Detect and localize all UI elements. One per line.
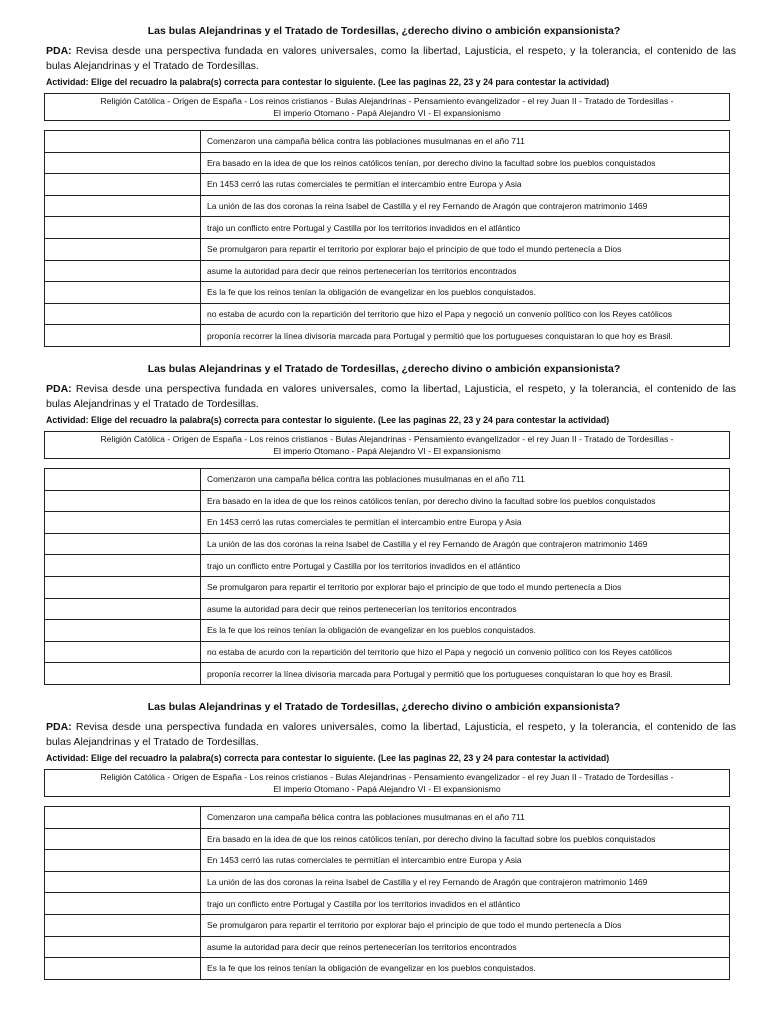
table-row: [45, 663, 730, 685]
clue-text: Se promulgaron para repartir el territorio por explorar bajo el principio de que todo el mundo pertenecía a Dios: [201, 238, 730, 260]
clue-text: proponía recorrer la línea divisoria marcada para Portugal y permitió que los portugueses conquistaran lo que hoy es Brasil.: [201, 325, 730, 347]
clue-text: Comenzaron una campaña bélica contra las poblaciones musulmanas en el año 711: [201, 469, 730, 491]
answer-cell[interactable]: [45, 282, 201, 304]
clue-text: Era basado en la idea de que los reinos católicos tenían, por derecho divino la facultad sobre los pueblos conquistados: [201, 490, 730, 512]
table-row: [45, 555, 730, 577]
answer-cell[interactable]: [45, 598, 201, 620]
word-bank-box: [44, 431, 730, 459]
clue-text: trajo un conflicto entre Portugal y Castilla por los territorios invadidos en el atlántico: [201, 893, 730, 915]
answer-cell[interactable]: [45, 620, 201, 642]
table-row: [45, 914, 730, 936]
table-row: [45, 807, 730, 829]
answer-cell[interactable]: [45, 195, 201, 217]
clue-text: La unión de las dos coronas la reina Isabel de Castilla y el rey Fernando de Aragón que contrajeron matrimonio 1469: [201, 195, 730, 217]
table-row: [45, 282, 730, 304]
answer-table: [44, 468, 730, 685]
clue-text: trajo un conflicto entre Portugal y Castilla por los territorios invadidos en el atlántico: [201, 217, 730, 239]
pda-paragraph: [46, 720, 736, 750]
answer-cell[interactable]: [45, 174, 201, 196]
clue-text: Es la fe que los reinos tenían la obligación de evangelizar en los pueblos conquistados.: [201, 958, 730, 980]
clue-text: En 1453 cerró las rutas comerciales te permitían el intercambio entre Europa y Asia: [201, 174, 730, 196]
answer-cell[interactable]: [45, 469, 201, 491]
answer-cell[interactable]: [45, 576, 201, 598]
table-row: [45, 303, 730, 325]
table-row: [45, 131, 730, 153]
answer-cell[interactable]: [45, 131, 201, 153]
word-bank-line-1: Religión Católica - Origen de España - Los reinos cristianos - Bulas Alejandrinas - Pensamiento evangelizador - el rey Juan II - Tratado de Tordesillas -: [100, 96, 674, 106]
answer-cell[interactable]: [45, 663, 201, 685]
pda-paragraph: [46, 44, 736, 74]
answer-cell[interactable]: [45, 325, 201, 347]
pda-paragraph: [46, 382, 736, 412]
answer-cell[interactable]: [45, 217, 201, 239]
answer-cell[interactable]: [45, 490, 201, 512]
activity-text: Elige del recuadro la palabra(s) correcta para contestar lo siguiente. (Lee las paginas 22, 23 y 24 para contestar la actividad): [90, 415, 610, 425]
clue-text: La unión de las dos coronas la reina Isabel de Castilla y el rey Fernando de Aragón que contrajeron matrimonio 1469: [201, 871, 730, 893]
word-bank-line-2: El imperio Otomano - Papá Alejandro VI - El expansionismo: [273, 446, 501, 456]
activity-instructions: [46, 414, 746, 426]
worksheet-title: Las bulas Alejandrinas y el Tratado de Tordesillas, ¿derecho divino o ambición expansionista?: [147, 25, 621, 37]
table-row: [45, 533, 730, 555]
word-bank-box: [44, 93, 730, 121]
table-row: [45, 620, 730, 642]
answer-cell[interactable]: [45, 641, 201, 663]
table-row: [45, 936, 730, 958]
activity-instructions: [46, 752, 746, 764]
answer-cell[interactable]: [45, 871, 201, 893]
answer-cell[interactable]: [45, 152, 201, 174]
table-row: [45, 958, 730, 980]
clue-text: En 1453 cerró las rutas comerciales te permitían el intercambio entre Europa y Asia: [201, 850, 730, 872]
table-row: [45, 490, 730, 512]
clue-text: Se promulgaron para repartir el territorio por explorar bajo el principio de que todo el mundo pertenecía a Dios: [201, 576, 730, 598]
answer-cell[interactable]: [45, 533, 201, 555]
worksheet-title: Las bulas Alejandrinas y el Tratado de Tordesillas, ¿derecho divino o ambición expansionista?: [147, 701, 621, 713]
table-row: [45, 325, 730, 347]
clue-text: asume la autoridad para decir que reinos pertenecerían los territorios encontrados: [201, 598, 730, 620]
clue-text: asume la autoridad para decir que reinos pertenecerían los territorios encontrados: [201, 936, 730, 958]
pda-label: PDA:: [46, 721, 72, 733]
pda-text: Revisa desde una perspectiva fundada en valores universales, como la libertad, Lajusticia, el respeto, y la tolerancia, el contenido de las bulas Alejandrinas y el Tratado de Tordesillas.: [46, 721, 736, 748]
answer-cell[interactable]: [45, 512, 201, 534]
activity-text: Elige del recuadro la palabra(s) correcta para contestar lo siguiente. (Lee las paginas 22, 23 y 24 para contestar la actividad): [90, 753, 610, 763]
table-row: [45, 850, 730, 872]
activity-text: Elige del recuadro la palabra(s) correcta para contestar lo siguiente. (Lee las paginas 22, 23 y 24 para contestar la actividad): [90, 77, 610, 87]
answer-cell[interactable]: [45, 807, 201, 829]
table-row: [45, 893, 730, 915]
clue-text: trajo un conflicto entre Portugal y Castilla por los territorios invadidos en el atlántico: [201, 555, 730, 577]
table-row: [45, 260, 730, 282]
clue-text: La unión de las dos coronas la reina Isabel de Castilla y el rey Fernando de Aragón que contrajeron matrimonio 1469: [201, 533, 730, 555]
clue-text: proponía recorrer la línea divisoria marcada para Portugal y permitió que los portugueses conquistaran lo que hoy es Brasil.: [201, 663, 730, 685]
answer-cell[interactable]: [45, 238, 201, 260]
table-row: [45, 512, 730, 534]
word-bank-line-1: Religión Católica - Origen de España - Los reinos cristianos - Bulas Alejandrinas - Pensamiento evangelizador - el rey Juan II - Tratado de Tordesillas -: [100, 434, 674, 444]
word-bank-box: [44, 769, 730, 797]
answer-cell[interactable]: [45, 936, 201, 958]
answer-cell[interactable]: [45, 893, 201, 915]
activity-instructions: [46, 76, 746, 88]
answer-cell[interactable]: [45, 850, 201, 872]
answer-table: [44, 806, 730, 980]
word-bank-line-2: El imperio Otomano - Papá Alejandro VI - El expansionismo: [273, 784, 501, 794]
table-row: [45, 152, 730, 174]
table-row: [45, 828, 730, 850]
worksheet-title: Las bulas Alejandrinas y el Tratado de Tordesillas, ¿derecho divino o ambición expansionista?: [147, 363, 621, 375]
answer-cell[interactable]: [45, 303, 201, 325]
activity-label: Actividad:: [46, 77, 89, 87]
clue-text: Comenzaron una campaña bélica contra las poblaciones musulmanas en el año 711: [201, 131, 730, 153]
table-row: [45, 195, 730, 217]
answer-cell[interactable]: [45, 828, 201, 850]
answer-cell[interactable]: [45, 260, 201, 282]
clue-text: En 1453 cerró las rutas comerciales te permitían el intercambio entre Europa y Asia: [201, 512, 730, 534]
clue-text: no estaba de acurdo con la repartición del territorio que hizo el Papa y negoció un convenio político con los Reyes católicos: [201, 641, 730, 663]
clue-text: no estaba de acurdo con la repartición del territorio que hizo el Papa y negoció un convenio político con los Reyes católicos: [201, 303, 730, 325]
pda-label: PDA:: [46, 383, 72, 395]
answer-cell[interactable]: [45, 555, 201, 577]
table-row: [45, 641, 730, 663]
clue-text: Comenzaron una campaña bélica contra las poblaciones musulmanas en el año 711: [201, 807, 730, 829]
clue-text: asume la autoridad para decir que reinos pertenecerían los territorios encontrados: [201, 260, 730, 282]
clue-text: Se promulgaron para repartir el territorio por explorar bajo el principio de que todo el mundo pertenecía a Dios: [201, 914, 730, 936]
pda-text: Revisa desde una perspectiva fundada en valores universales, como la libertad, Lajusticia, el respeto, y la tolerancia, el contenido de las bulas Alejandrinas y el Tratado de Tordesillas.: [46, 383, 736, 410]
table-row: [45, 174, 730, 196]
activity-label: Actividad:: [46, 753, 89, 763]
table-row: [45, 469, 730, 491]
pda-label: PDA:: [46, 45, 72, 57]
table-row: [45, 238, 730, 260]
table-row: [45, 598, 730, 620]
answer-cell[interactable]: [45, 914, 201, 936]
answer-cell[interactable]: [45, 958, 201, 980]
pda-text: Revisa desde una perspectiva fundada en valores universales, como la libertad, Lajusticia, el respeto, y la tolerancia, el contenido de las bulas Alejandrinas y el Tratado de Tordesillas.: [46, 45, 736, 72]
table-row: [45, 871, 730, 893]
table-row: [45, 217, 730, 239]
activity-label: Actividad:: [46, 415, 89, 425]
answer-table: [44, 130, 730, 347]
clue-text: Era basado en la idea de que los reinos católicos tenían, por derecho divino la facultad sobre los pueblos conquistados: [201, 152, 730, 174]
clue-text: Era basado en la idea de que los reinos católicos tenían, por derecho divino la facultad sobre los pueblos conquistados: [201, 828, 730, 850]
clue-text: Es la fe que los reinos tenían la obligación de evangelizar en los pueblos conquistados.: [201, 620, 730, 642]
table-row: [45, 576, 730, 598]
word-bank-line-2: El imperio Otomano - Papá Alejandro VI - El expansionismo: [273, 108, 501, 118]
word-bank-line-1: Religión Católica - Origen de España - Los reinos cristianos - Bulas Alejandrinas - Pensamiento evangelizador - el rey Juan II - Tratado de Tordesillas -: [100, 772, 674, 782]
clue-text: Es la fe que los reinos tenían la obligación de evangelizar en los pueblos conquistados.: [201, 282, 730, 304]
